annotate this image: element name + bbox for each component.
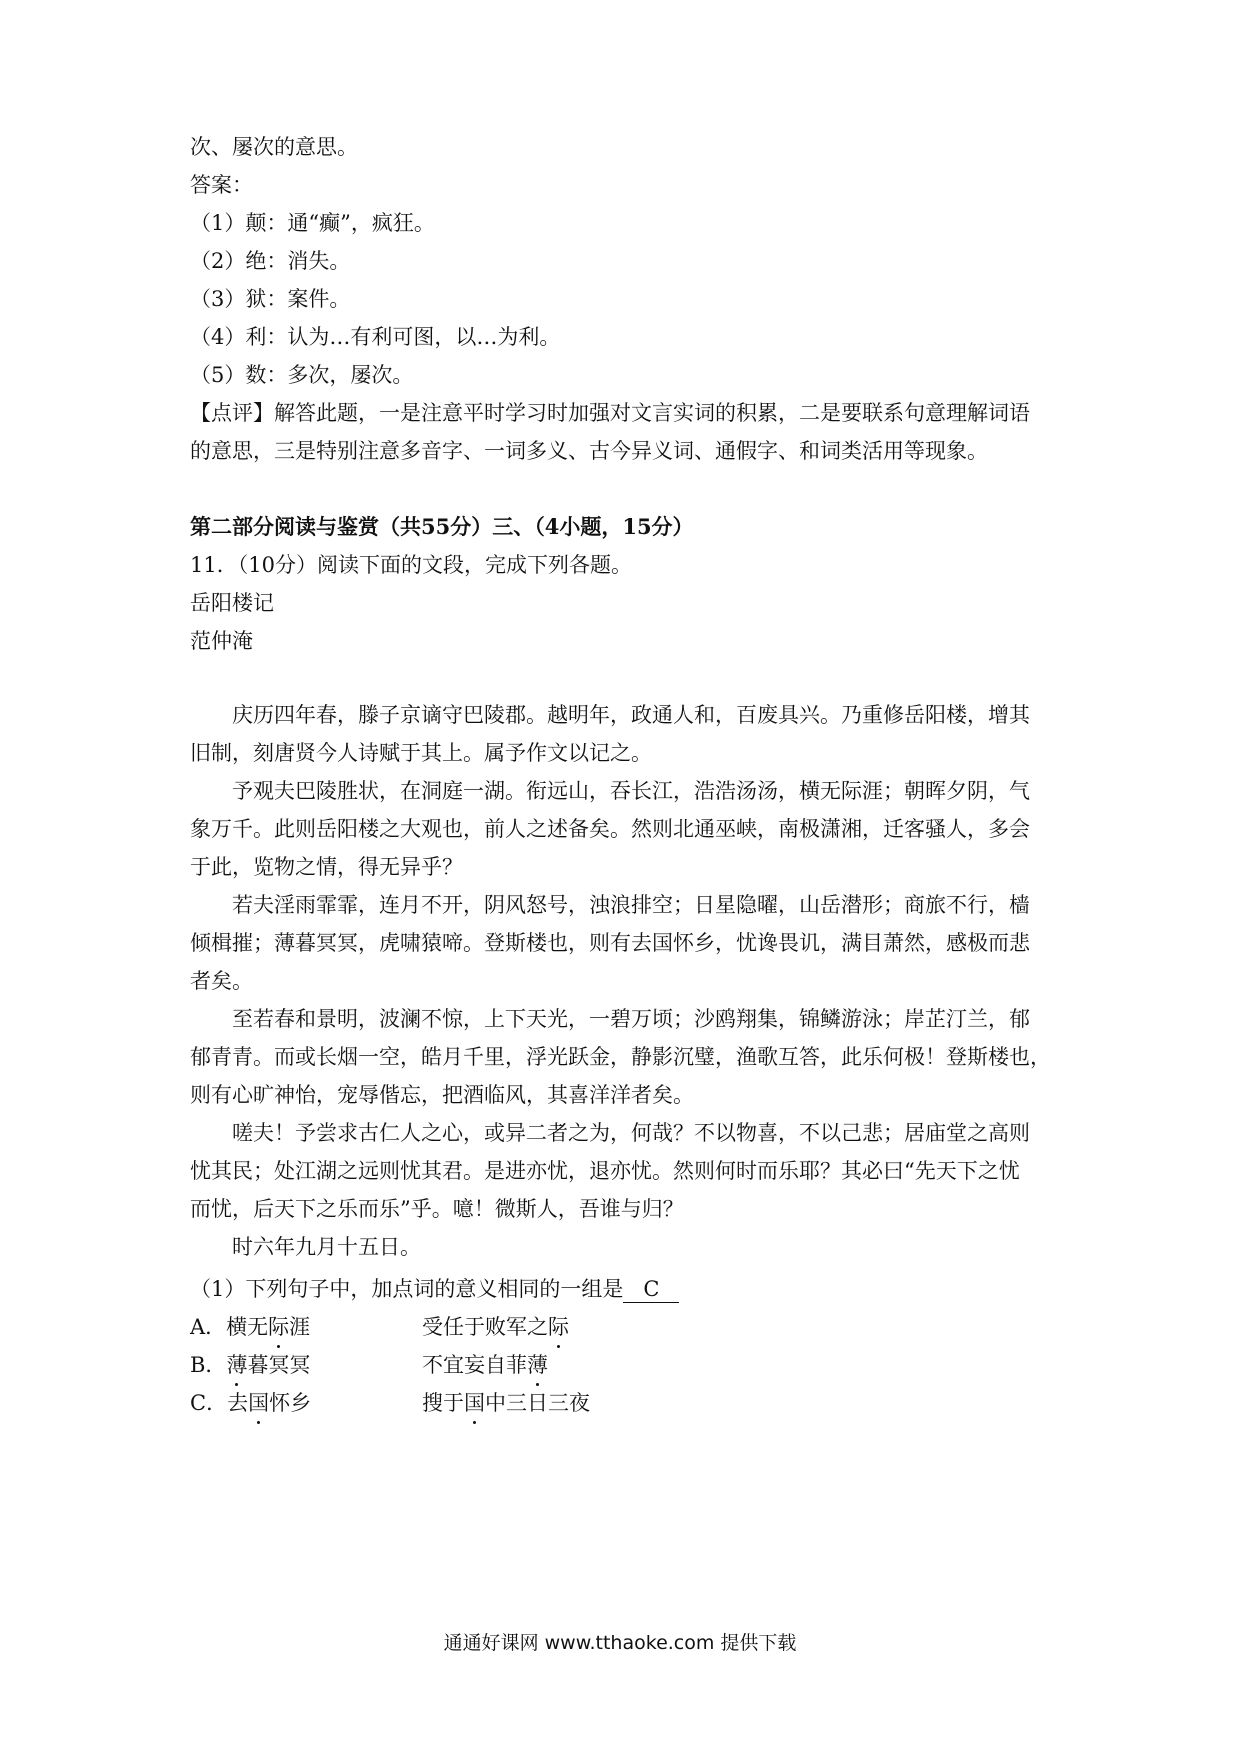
passage-line: 者矣。 xyxy=(190,969,253,993)
option-label: C． xyxy=(190,1391,228,1415)
sub-question xyxy=(190,1274,679,1304)
option-text: 不宜妄自菲 xyxy=(422,1353,527,1377)
dotted-character: 际 xyxy=(268,1312,289,1342)
answer-line: （5）数：多次，屡次。 xyxy=(190,363,414,387)
passage-line: 予观夫巴陵胜状，在洞庭一湖。衔远山，吞长江，浩浩汤汤，横无际涯；朝晖夕阴，气 xyxy=(232,779,1030,803)
passage-title: 岳阳楼记 xyxy=(190,591,274,615)
option-text: 中三日三夜 xyxy=(485,1391,590,1415)
option-text: 受任于败军之 xyxy=(422,1315,548,1339)
answer-label: 答案： xyxy=(190,173,253,197)
page-footer: 通通好课网 www.tthaoke.com 提供下载 xyxy=(443,1632,797,1654)
continued-text: 次、屡次的意思。 xyxy=(190,135,358,159)
passage-line: 则有心旷神怡，宠辱偕忘，把酒临风，其喜洋洋者矣。 xyxy=(190,1083,694,1107)
dotted-character: 际 xyxy=(548,1312,569,1342)
option-text: 暮冥冥 xyxy=(247,1353,311,1377)
answer-line: （4）利：认为…有利可图，以…为利。 xyxy=(190,325,561,349)
answer-line: （1）颠：通“癫”，疯狂。 xyxy=(190,211,435,235)
passage-line: 庆历四年春，滕子京谪守巴陵郡。越明年，政通人和，百废具兴。乃重修岳阳楼，增其 xyxy=(232,703,1030,727)
option-text: 去 xyxy=(227,1391,249,1415)
dotted-character: 薄 xyxy=(527,1350,548,1380)
option-text: 横无 xyxy=(226,1315,269,1339)
option-label: B． xyxy=(190,1353,227,1377)
passage-line: 于此，览物之情，得无异乎？ xyxy=(190,855,463,879)
answer-line: （2）绝：消失。 xyxy=(190,249,351,273)
sub-question-text: （1）下列句子中，加点词的意义相同的一组是 xyxy=(190,1277,624,1301)
section-heading: 第二部分阅读与鉴赏（共55分）三、（4小题，15分） xyxy=(190,514,694,539)
passage-line: 嗟夫！予尝求古仁人之心，或异二者之为，何哉？不以物喜，不以己悲；居庙堂之高则 xyxy=(232,1121,1030,1145)
comment-line: 的意思，三是特别注意多音字、一词多义、古今异义词、通假字、和词类活用等现象。 xyxy=(190,439,988,463)
comment-line: 【点评】解答此题，一是注意平时学习时加强对文言实词的积累，二是要联系句意理解词语 xyxy=(190,401,1030,425)
option-row xyxy=(190,1312,569,1342)
passage-author: 范仲淹 xyxy=(190,629,253,653)
passage-line: 时六年九月十五日。 xyxy=(232,1235,421,1259)
dotted-character: 国 xyxy=(248,1388,269,1418)
answer-blank: C xyxy=(623,1276,679,1303)
option-row xyxy=(190,1388,590,1418)
passage-line: 忧其民；处江湖之远则忧其君。是进亦忧，退亦忧。然则何时而乐耶？其必曰“先天下之忧 xyxy=(190,1159,1020,1183)
option-label: A． xyxy=(190,1315,227,1339)
option-compare xyxy=(422,1312,569,1342)
passage-line: 若夫淫雨霏霏，连月不开，阴风怒号，浊浪排空；日星隐曜，山岳潜形；商旅不行，樯 xyxy=(232,893,1030,917)
question-intro: 11．（10分）阅读下面的文段，完成下列各题。 xyxy=(190,553,632,577)
dotted-character: 国 xyxy=(464,1388,485,1418)
passage-line: 旧制，刻唐贤今人诗赋于其上。属予作文以记之。 xyxy=(190,741,652,765)
option-text: 怀乡 xyxy=(269,1391,312,1415)
passage-line: 象万千。此则岳阳楼之大观也，前人之述备矣。然则北通巫峡，南极潇湘，迁客骚人，多会 xyxy=(190,817,1030,841)
passage-line: 至若春和景明，波澜不惊，上下天光，一碧万顷；沙鸥翔集，锦鳞游泳；岸芷汀兰，郁 xyxy=(232,1007,1030,1031)
passage-line: 郁青青。而或长烟一空，皓月千里，浮光跃金，静影沉璧，渔歌互答，此乐何极！登斯楼也， xyxy=(190,1045,1051,1069)
option-compare xyxy=(422,1350,548,1380)
answer-line: （3）狱：案件。 xyxy=(190,287,351,311)
dotted-character: 薄 xyxy=(226,1350,247,1380)
option-text: 涯 xyxy=(289,1315,311,1339)
option-compare xyxy=(422,1388,590,1418)
option-text: 搜于 xyxy=(422,1391,464,1415)
option-row xyxy=(190,1350,548,1380)
passage-line: 而忧，后天下之乐而乐”乎。噫！微斯人，吾谁与归？ xyxy=(190,1197,684,1221)
passage-line: 倾楫摧；薄暮冥冥，虎啸猿啼。登斯楼也，则有去国怀乡，忧谗畏讥，满目萧然，感极而悲 xyxy=(190,931,1030,955)
